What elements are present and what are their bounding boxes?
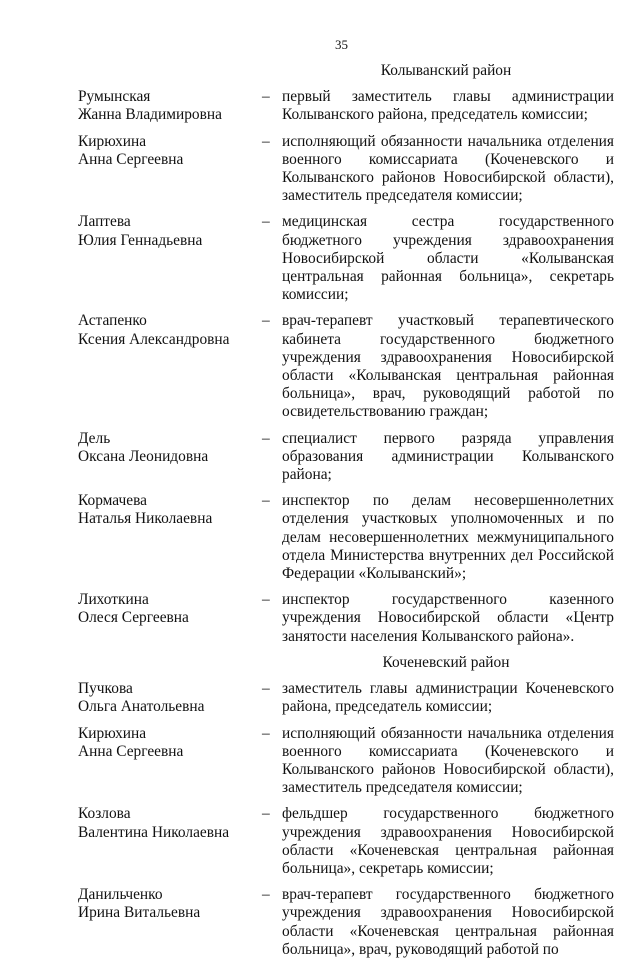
person-surname: Кирюхина: [78, 724, 147, 742]
dash-separator: –: [262, 724, 270, 742]
person-name: [78, 430, 262, 485]
person-name: [78, 88, 262, 124]
person-given-name: Ирина Витальевна: [78, 904, 201, 922]
list-item: [78, 591, 614, 646]
person-surname: Астапенко: [78, 312, 147, 330]
dash-separator: –: [262, 213, 270, 231]
person-surname: Дель: [78, 429, 111, 447]
person-name: [78, 680, 262, 716]
list-item: [78, 725, 614, 798]
person-given-name: Оксана Леонидовна: [78, 447, 209, 465]
page-number: 35: [335, 37, 348, 52]
position-description: исполняющий обязанности начальника отделения военного комиссариата (Коченевского и Колыванского районов Новосибирской области), заместитель председателя комиссии;: [282, 724, 614, 797]
person-surname: Кормачева: [78, 492, 147, 510]
list-item: [78, 430, 614, 485]
person-name: [78, 492, 262, 583]
position-description: фельдшер государственного бюджетного учреждения здравоохранения Новосибирской области «Коченевская центральная районная больница», секретарь комиссии;: [282, 805, 614, 877]
list-item: [78, 805, 614, 878]
position-description: исполняющий обязанности начальника отделения военного комиссариата (Коченевского и Колыванского районов Новосибирской области), заместитель председателя комиссии;: [282, 132, 614, 205]
person-given-name: Наталья Николаевна: [78, 510, 213, 528]
position-description: врач-терапевт участковый терапевтического кабинета государственного бюджетного учреждения здравоохранения Новосибирской области «Колыванская центральная районная больница», врач, руководящий работой по освидетельствованию граждан;: [282, 312, 614, 421]
person-surname: Лаптева: [78, 213, 131, 231]
dash-separator: –: [262, 429, 270, 447]
position-description: первый заместитель главы администрации Колыванского района, председатель комиссии;: [282, 88, 614, 124]
position-description: инспектор государственного казенного учреждения Новосибирской области «Центр занятости населения Колыванского района».: [282, 591, 614, 645]
person-name: [78, 213, 262, 304]
dash-separator: –: [262, 312, 270, 330]
dash-separator: –: [262, 591, 270, 609]
dash-separator: –: [262, 492, 270, 510]
person-surname: Кирюхина: [78, 132, 147, 150]
dash-separator: –: [262, 88, 270, 106]
person-name: [78, 886, 262, 959]
person-surname: Пучкова: [78, 680, 133, 698]
document-content: [78, 62, 614, 967]
person-given-name: Ольга Анатольевна: [78, 698, 205, 716]
list-item: [78, 133, 614, 206]
person-given-name: Юлия Геннадьевна: [78, 231, 203, 249]
person-name: [78, 591, 262, 646]
list-item: [78, 213, 614, 304]
position-description: заместитель главы администрации Коченевского района, председатель комиссии;: [282, 680, 614, 716]
list-item: [78, 88, 614, 124]
position-description: медицинская сестра государственного бюджетного учреждения здравоохранения Новосибирской области «Колыванская центральная районная больница», секретарь комиссии;: [282, 213, 614, 304]
position-description: врач-терапевт государственного бюджетного учреждения здравоохранения Новосибирской области «Коченевская центральная районная больница», врач, руководящий работой по: [282, 886, 614, 958]
section-kochenevsky: [78, 654, 614, 959]
list-item: [78, 492, 614, 583]
section-kolyvansky: [78, 62, 614, 646]
dash-separator: –: [262, 886, 270, 904]
dash-separator: –: [262, 132, 270, 150]
person-given-name: Ксения Александровна: [78, 330, 230, 348]
list-item: [78, 680, 614, 716]
position-description: специалист первого разряда управления образования администрации Колыванского района;: [282, 429, 614, 484]
person-given-name: Анна Сергеевна: [78, 150, 184, 168]
person-name: [78, 805, 262, 878]
person-name: [78, 133, 262, 206]
person-surname: Лихоткина: [78, 591, 149, 609]
person-given-name: Анна Сергеевна: [78, 742, 184, 760]
dash-separator: –: [262, 680, 270, 698]
person-surname: Козлова: [78, 805, 131, 823]
section-title: Коченевский район: [382, 653, 510, 671]
person-surname: Румынская: [78, 88, 151, 106]
list-item: [78, 886, 614, 959]
person-surname: Данильченко: [78, 886, 163, 904]
dash-separator: –: [262, 805, 270, 823]
person-given-name: Олеся Сергеевна: [78, 609, 189, 627]
person-name: [78, 725, 262, 798]
position-description: инспектор по делам несовершеннолетних отделения участковых уполномоченных и по делам несовершеннолетних межмуниципального отдела Министерства внутренних дел Российской Федерации «Колыванский»;: [282, 492, 614, 583]
person-given-name: Жанна Владимировна: [78, 106, 222, 124]
section-title: Колыванский район: [380, 62, 512, 79]
person-name: [78, 312, 262, 421]
person-given-name: Валентина Николаевна: [78, 823, 230, 841]
list-item: [78, 312, 614, 421]
